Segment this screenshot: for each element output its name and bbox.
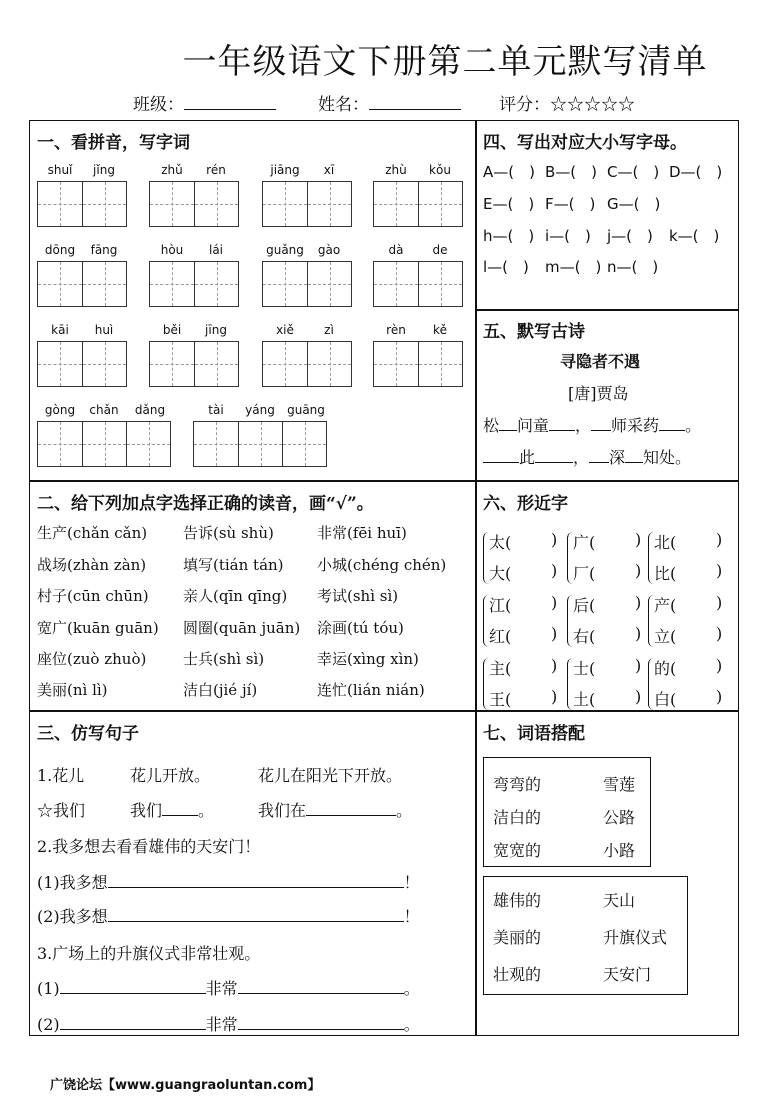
similar-char[interactable]: 江( — [489, 596, 512, 615]
pinyin-label: jīng — [205, 323, 227, 337]
similar-char[interactable]: 土( — [573, 690, 596, 709]
similar-char[interactable]: 产( — [654, 596, 677, 615]
reading-item[interactable]: 非常(fēi huī) — [317, 524, 407, 542]
score-field: 评分：☆☆☆☆☆ — [499, 95, 635, 115]
pinyin-label: gào — [317, 243, 341, 257]
similar-char[interactable]: 王( — [489, 690, 512, 709]
section6-heading: 六、形近字 — [483, 494, 568, 514]
pinyin-label: hòu — [160, 243, 184, 257]
reading-item[interactable]: 小城(chéng chén) — [317, 556, 447, 574]
similar-char[interactable]: 太( — [489, 533, 512, 552]
reading-item[interactable]: 战场(zhàn zàn) — [37, 556, 147, 574]
pinyin-label: dōng — [44, 243, 76, 257]
pinyin-label: dǎng — [134, 403, 166, 417]
reading-item[interactable]: 宽广(kuān guān) — [37, 619, 159, 637]
reading-item[interactable]: 幸运(xìng xìn) — [317, 650, 419, 668]
divider — [475, 480, 739, 482]
writing-grid[interactable] — [37, 341, 127, 387]
pinyin-label: rèn — [386, 323, 406, 337]
letter-item[interactable]: B—( ) — [545, 163, 597, 181]
name-field[interactable]: 姓名： — [318, 90, 461, 115]
paren-close: ) — [635, 593, 642, 612]
sentence-2-b[interactable]: 我们 。 — [130, 801, 215, 820]
pinyin-label: jǐng — [93, 163, 115, 177]
poem-line-2: 此 ， 深 知处。 — [483, 445, 691, 468]
match-right[interactable]: 天山 — [603, 891, 636, 910]
pinyin-label: chǎn — [89, 403, 119, 417]
paren-close: ) — [551, 530, 558, 549]
divider — [475, 309, 739, 311]
letter-item[interactable]: A—( ) — [483, 163, 535, 181]
letter-item[interactable]: m—( ) — [545, 258, 602, 276]
page-title: 一年级语文下册第二单元默写清单 — [182, 42, 708, 82]
pinyin-label: yáng — [245, 403, 275, 417]
letter-item[interactable]: l—( ) — [483, 258, 529, 276]
writing-grid[interactable] — [193, 421, 327, 467]
section4-heading: 四、写出对应大小写字母。 — [483, 133, 687, 153]
paren-close: ) — [635, 561, 642, 580]
reading-item[interactable]: 美丽(nì lì) — [37, 681, 108, 699]
similar-char[interactable]: 广( — [573, 533, 596, 552]
reading-item[interactable]: 涂画(tú tóu) — [317, 619, 404, 637]
writing-grid[interactable] — [37, 181, 127, 227]
letter-item[interactable]: F—( ) — [545, 195, 596, 213]
pinyin-label: zì — [324, 323, 334, 337]
pinyin-label: zhù — [385, 163, 407, 177]
similar-char[interactable]: 的( — [654, 659, 677, 678]
pinyin-label: dà — [388, 243, 404, 257]
similar-char[interactable]: 后( — [573, 596, 596, 615]
reading-item[interactable]: 洁白(jié jí) — [183, 681, 258, 699]
writing-grid[interactable] — [262, 261, 352, 307]
pinyin-label: xiě — [276, 323, 294, 337]
letter-item[interactable]: D—( ) — [669, 163, 723, 181]
letter-item[interactable]: k—( ) — [669, 227, 720, 245]
letter-item[interactable]: E—( ) — [483, 195, 535, 213]
sentence-8[interactable]: (2) 非常 。 — [37, 1015, 420, 1034]
similar-char[interactable]: 士( — [573, 659, 596, 678]
writing-grid[interactable] — [149, 341, 239, 387]
section5-heading: 五、默写古诗 — [483, 322, 585, 342]
sentence-3: 2.我多想去看看雄伟的天安门！ — [37, 837, 261, 856]
match-left[interactable]: 宽宽的 — [493, 841, 542, 860]
section7-heading: 七、词语搭配 — [483, 724, 585, 744]
poem-line-1: 松 问童 ， 师采药 。 — [483, 416, 702, 435]
reading-item[interactable]: 座位(zuò zhuò) — [37, 650, 147, 668]
pinyin-label: kǒu — [429, 163, 451, 177]
paren-close: ) — [551, 656, 558, 675]
footer: 广饶论坛【www.guangraoluntan.com】 — [50, 1078, 321, 1093]
similar-char[interactable]: 白( — [654, 690, 677, 709]
paren-close: ) — [551, 687, 558, 706]
match-left[interactable]: 洁白的 — [493, 808, 542, 827]
reading-item[interactable]: 村子(cūn chūn) — [37, 587, 149, 605]
reading-item[interactable]: 考试(shì sì) — [317, 587, 399, 605]
writing-grid[interactable] — [262, 341, 352, 387]
sentence-4[interactable]: (1)我多想 ！ — [37, 873, 420, 892]
paren-close: ) — [635, 687, 642, 706]
pinyin-label: kě — [433, 323, 447, 337]
match-right[interactable]: 小路 — [603, 841, 636, 860]
writing-grid[interactable] — [149, 181, 239, 227]
match-right[interactable]: 公路 — [603, 808, 636, 827]
pinyin-label: guāng — [287, 403, 325, 417]
pinyin-label: shuǐ — [47, 163, 73, 177]
match-right[interactable]: 升旗仪式 — [603, 928, 668, 947]
match-right[interactable]: 雪莲 — [603, 775, 636, 794]
paren-close: ) — [716, 561, 723, 580]
paren-close: ) — [551, 593, 558, 612]
similar-char[interactable]: 比( — [654, 564, 677, 583]
writing-grid[interactable] — [37, 421, 171, 467]
paren-close: ) — [551, 624, 558, 643]
pinyin-label: kāi — [51, 323, 69, 337]
sentence-2-a: ☆我们 — [37, 801, 86, 820]
paren-close: ) — [716, 593, 723, 612]
reading-item[interactable]: 填写(tián tán) — [183, 556, 284, 574]
sentence-1-c: 花儿在阳光下开放。 — [258, 766, 403, 785]
pinyin-label: běi — [162, 323, 182, 337]
letter-item[interactable]: j—( ) — [607, 227, 653, 245]
match-left[interactable]: 弯弯的 — [493, 775, 542, 794]
pinyin-label: tài — [208, 403, 224, 417]
match-right[interactable]: 天安门 — [603, 965, 652, 984]
sentence-6: 3.广场上的升旗仪式非常壮观。 — [37, 944, 261, 963]
section3-heading: 三、仿写句子 — [37, 724, 139, 744]
match-left[interactable]: 美丽的 — [493, 928, 542, 947]
sentence-1-b: 花儿开放。 — [130, 766, 211, 785]
class-field[interactable]: 班级： — [133, 90, 276, 115]
pinyin-label: jiāng — [270, 163, 300, 177]
paren-close: ) — [551, 561, 558, 580]
similar-char[interactable]: 北( — [654, 533, 677, 552]
pinyin-label: lái — [208, 243, 224, 257]
pinyin-label: gòng — [44, 403, 76, 417]
writing-grid[interactable] — [373, 181, 463, 227]
divider — [29, 710, 739, 712]
sentence-5[interactable]: (2)我多想 ！ — [37, 907, 420, 926]
sentence-1-a: 1.花儿 — [37, 766, 85, 785]
paren-close: ) — [716, 624, 723, 643]
writing-grid[interactable] — [373, 261, 463, 307]
letter-item[interactable]: C—( ) — [607, 163, 660, 181]
similar-char[interactable]: 右( — [573, 627, 596, 646]
writing-grid[interactable] — [149, 261, 239, 307]
letter-item[interactable]: n—( ) — [607, 258, 659, 276]
similar-char[interactable]: 大( — [489, 564, 512, 583]
paren-close: ) — [635, 530, 642, 549]
paren-close: ) — [716, 530, 723, 549]
reading-item[interactable]: 圆圈(quān juān) — [183, 619, 301, 637]
poem-author: [唐]贾岛 — [568, 384, 629, 403]
letter-item[interactable]: i—( ) — [545, 227, 591, 245]
pinyin-label: guǎng — [266, 243, 304, 257]
letter-item[interactable]: h—( ) — [483, 227, 535, 245]
section1-heading: 一、看拼音，写字词 — [37, 133, 190, 153]
similar-char[interactable]: 主( — [489, 659, 512, 678]
column-divider — [475, 120, 477, 1036]
pinyin-label: rén — [206, 163, 226, 177]
paren-close: ) — [635, 624, 642, 643]
sentence-2-c[interactable]: 我们在 。 — [258, 801, 413, 820]
reading-item[interactable]: 亲人(qīn qīng) — [183, 587, 288, 605]
match-left[interactable]: 雄伟的 — [493, 891, 542, 910]
writing-grid[interactable] — [373, 341, 463, 387]
paren-close: ) — [716, 656, 723, 675]
writing-grid[interactable] — [262, 181, 352, 227]
similar-char[interactable]: 立( — [654, 627, 677, 646]
match-left[interactable]: 壮观的 — [493, 965, 542, 984]
poem-title: 寻隐者不遇 — [560, 352, 641, 371]
divider — [29, 480, 476, 482]
pinyin-label: fāng — [90, 243, 118, 257]
sentence-7[interactable]: (1) 非常 。 — [37, 979, 420, 998]
pinyin-label: huì — [94, 323, 114, 337]
section2-heading: 二、给下列加点字选择正确的读音，画“√”。 — [37, 494, 374, 514]
similar-char[interactable]: 红( — [489, 627, 512, 646]
similar-char[interactable]: 厂( — [573, 564, 596, 583]
pinyin-label: de — [432, 243, 448, 257]
paren-close: ) — [635, 656, 642, 675]
letter-item[interactable]: G—( ) — [607, 195, 661, 213]
pinyin-label: xī — [323, 163, 335, 177]
reading-item[interactable]: 士兵(shì sì) — [183, 650, 265, 668]
paren-close: ) — [716, 687, 723, 706]
reading-item[interactable]: 生产(chǎn cǎn) — [37, 524, 148, 542]
reading-item[interactable]: 连忙(lián nián) — [317, 681, 425, 699]
pinyin-label: zhǔ — [161, 163, 183, 177]
writing-grid[interactable] — [37, 261, 127, 307]
reading-item[interactable]: 告诉(sù shù) — [183, 524, 274, 542]
